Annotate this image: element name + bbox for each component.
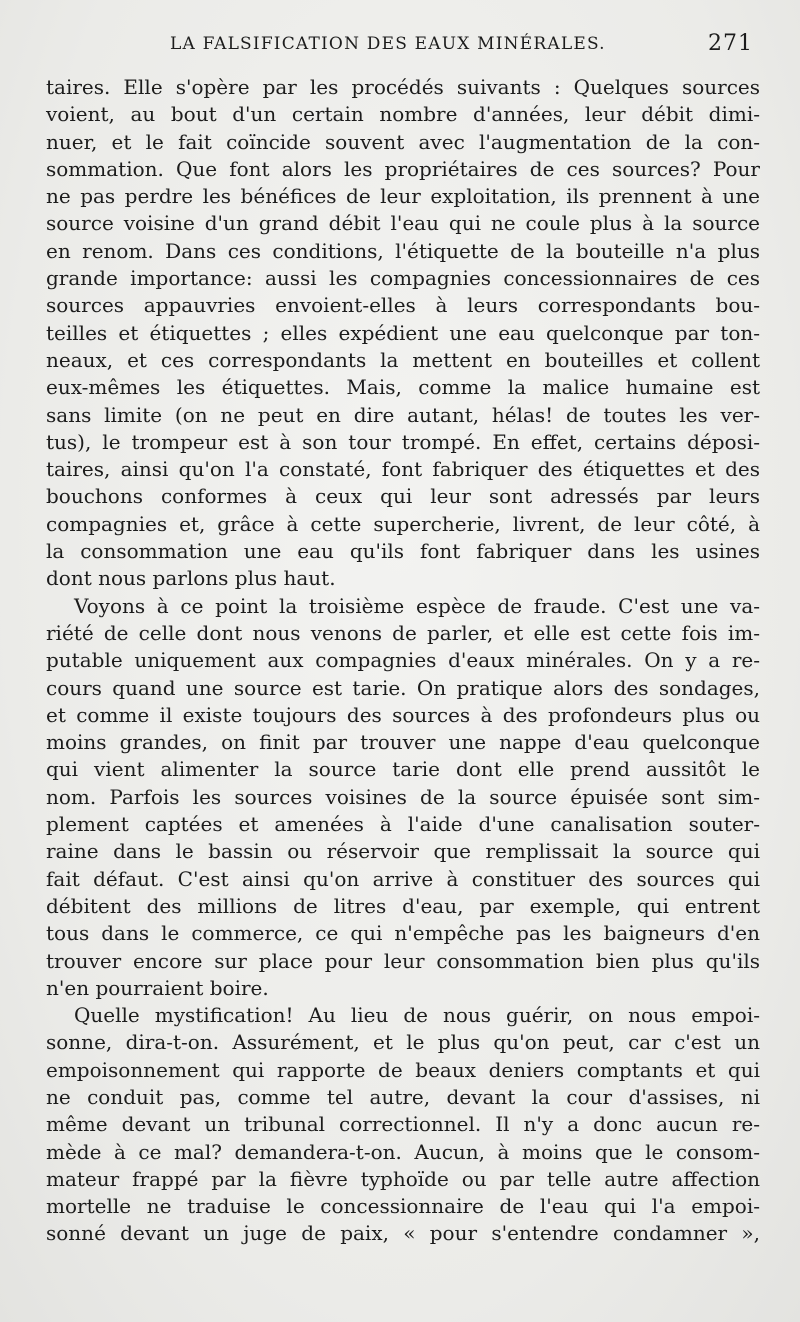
- text-line: nom. Parfois les sources voisines de la source épuisée sont sim-: [46, 784, 760, 809]
- text-line: trouver encore sur place pour leur consommation bien plus qu'ils: [46, 948, 760, 973]
- text-line: mateur frappé par la fièvre typhoïde ou par telle autre affection: [46, 1166, 760, 1191]
- text-line: nuer, et le fait coïncide souvent avec l'augmentation de la con-: [46, 129, 760, 154]
- text-line: ne conduit pas, comme tel autre, devant la cour d'assises, ni: [46, 1084, 760, 1109]
- text-line: Quelle mystification! Au lieu de nous guérir, on nous empoi-: [74, 1003, 760, 1028]
- text-line: la consommation une eau qu'ils font fabriquer dans les usines: [46, 539, 760, 564]
- text-line: raine dans le bassin ou réservoir que remplissait la source qui: [46, 839, 760, 864]
- running-head: LA FALSIFICATION DES EAUX MINÉRALES.: [170, 34, 606, 54]
- text-line: compagnies et, grâce à cette supercherie, livrent, de leur côté, à: [46, 511, 760, 536]
- text-line: voient, au bout d'un certain nombre d'années, leur débit dimi-: [46, 102, 760, 127]
- text-line: cours quand une source est tarie. On pratique alors des sondages,: [46, 675, 760, 700]
- text-line: moins grandes, on finit par trouver une nappe d'eau quelconque: [46, 730, 760, 755]
- text-line: sans limite (on ne peut en dire autant, hélas! de toutes les ver-: [46, 402, 760, 427]
- text-line: en renom. Dans ces conditions, l'étiquette de la bouteille n'a plus: [46, 238, 760, 263]
- text-line: grande importance: aussi les compagnies concessionnaires de ces: [46, 266, 760, 291]
- text-line: dont nous parlons plus haut.: [46, 566, 336, 591]
- text-line: tous dans le commerce, ce qui n'empêche pas les baigneurs d'en: [46, 921, 760, 946]
- text-line: taires. Elle s'opère par les procédés suivants : Quelques sources: [46, 75, 760, 99]
- text-line: eux-mêmes les étiquettes. Mais, comme la malice humaine est: [46, 375, 760, 400]
- text-line: tus), le trompeur est à son tour trompé. En effet, certains déposi-: [46, 429, 760, 454]
- text-line: mortelle ne traduise le concessionnaire de l'eau qui l'a empoi-: [46, 1194, 760, 1219]
- text-line: n'en pourraient boire.: [46, 975, 269, 1000]
- text-line: sonné devant un juge de paix, « pour s'entendre condamner »,: [46, 1221, 760, 1246]
- body-text: [46, 74, 760, 1248]
- text-line: ne pas perdre les bénéfices de leur exploitation, ils prennent à une: [46, 184, 760, 209]
- paragraph-3: [46, 1002, 760, 1248]
- text-line: teilles et étiquettes ; elles expédient une eau quelconque par ton-: [46, 320, 760, 345]
- paragraph-2: [46, 593, 760, 1002]
- text-line: putable uniquement aux compagnies d'eaux minérales. On y a re-: [46, 648, 760, 673]
- text-line: plement captées et amenées à l'aide d'une canalisation souter-: [46, 812, 760, 837]
- text-line: et comme il existe toujours des sources à des profondeurs plus ou: [46, 702, 760, 727]
- text-line: débitent des millions de litres d'eau, par exemple, qui entrent: [46, 893, 760, 918]
- text-line: taires, ainsi qu'on l'a constaté, font fabriquer des étiquettes et des: [46, 457, 760, 482]
- text-line: bouchons conformes à ceux qui leur sont adressés par leurs: [46, 484, 760, 509]
- text-line: source voisine d'un grand débit l'eau qui ne coule plus à la source: [46, 211, 760, 236]
- text-line: qui vient alimenter la source tarie dont elle prend aussitôt le: [46, 757, 760, 782]
- text-line: riété de celle dont nous venons de parler, et elle est cette fois im-: [46, 620, 760, 645]
- text-line: même devant un tribunal correctionnel. Il n'y a donc aucun re-: [46, 1112, 760, 1137]
- text-line: empoisonnement qui rapporte de beaux deniers comptants et qui: [46, 1057, 760, 1082]
- text-line: fait défaut. C'est ainsi qu'on arrive à constituer des sources qui: [46, 866, 760, 891]
- text-line: neaux, et ces correspondants la mettent en bouteilles et collent: [46, 347, 760, 372]
- text-line: Voyons à ce point la troisième espèce de fraude. C'est une va-: [74, 593, 760, 618]
- text-line: sonne, dira-t-on. Assurément, et le plus qu'on peut, car c'est un: [46, 1030, 760, 1055]
- page-number: 271: [708, 31, 753, 56]
- text-line: sommation. Que font alors les propriétaires de ces sources? Pour: [46, 156, 760, 181]
- text-line: mède à ce mal? demandera-t-on. Aucun, à moins que le consom-: [46, 1139, 760, 1164]
- paragraph-1: [46, 74, 760, 593]
- text-line: sources appauvries envoient-elles à leurs correspondants bou-: [46, 293, 760, 318]
